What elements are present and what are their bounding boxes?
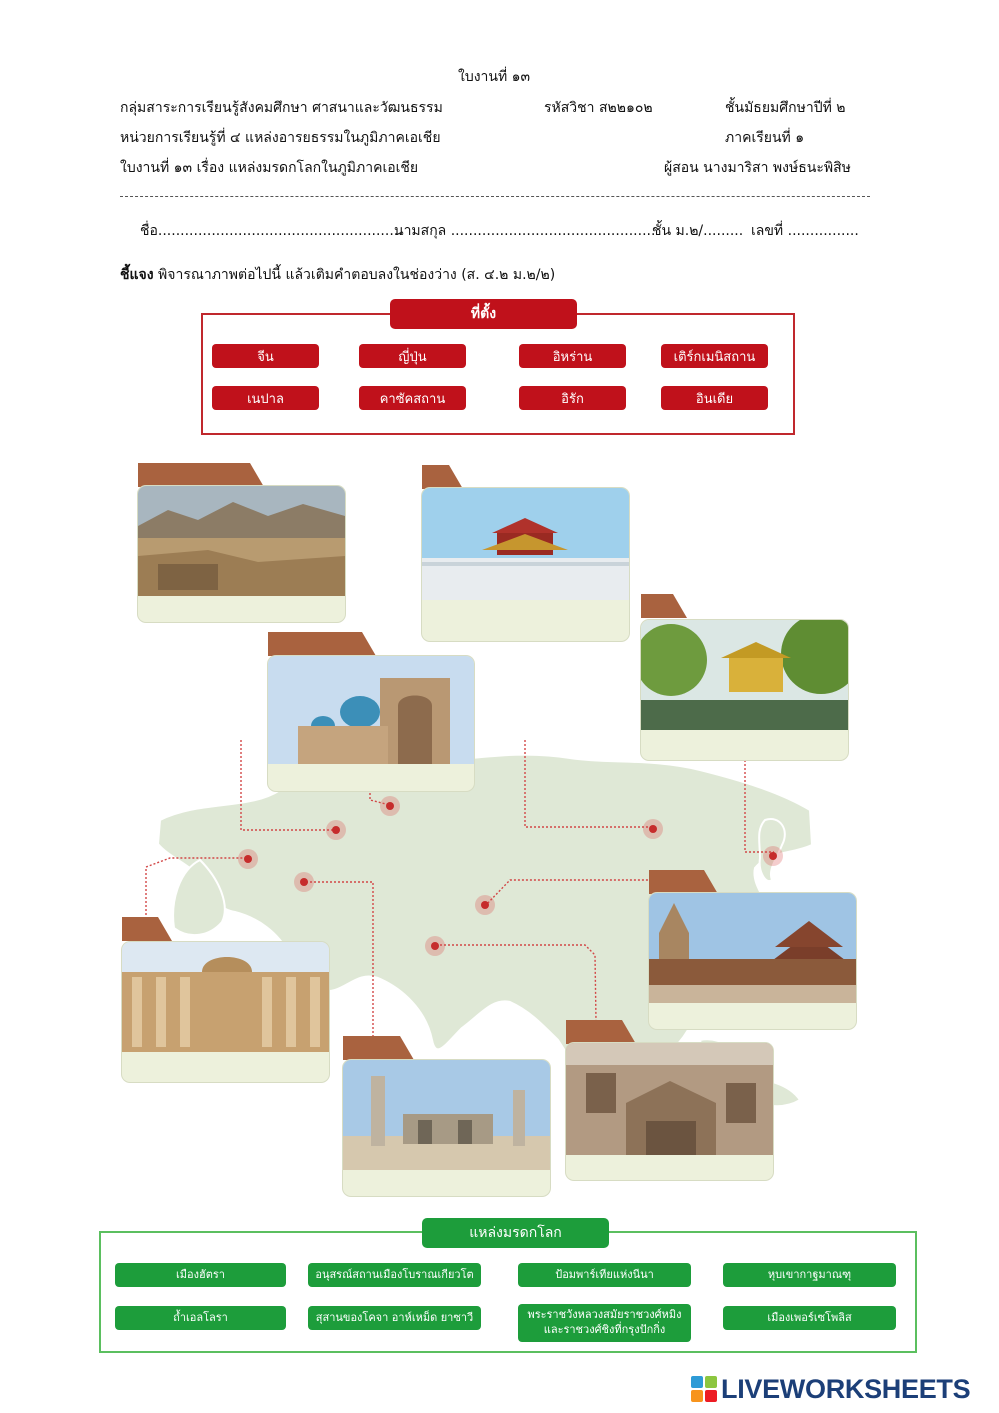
- heritage-title: แหล่งมรดกโลก: [422, 1218, 609, 1248]
- heritage-chip-persepolis[interactable]: เมืองเพอร์เซโพลิส: [723, 1306, 896, 1330]
- kathmandu-temples-image: [649, 893, 856, 1003]
- logo-mark-icon: [691, 1376, 717, 1402]
- instruction-text: พิจารณาภาพต่อไปนี้ แล้วเติมคำตอบลงในช่องว่าง (ส. ๔.๒ ม.๒/๒): [153, 267, 556, 283]
- location-chip-turkmenistan[interactable]: เติร์กเมนิสถาน: [661, 344, 768, 368]
- location-chip-kazakhstan[interactable]: คาซัคสถาน: [359, 386, 466, 410]
- map-pin[interactable]: [763, 846, 783, 866]
- heritage-box: [99, 1231, 917, 1353]
- semester: ภาคเรียนที่ ๑: [725, 130, 805, 146]
- map-pin[interactable]: [475, 895, 495, 915]
- photo-tab: [343, 1036, 400, 1060]
- heritage-chip-kathmandu[interactable]: หุบเขากาฐมาณฑุ: [723, 1263, 896, 1287]
- instruction: [120, 264, 555, 286]
- teacher-name: ผู้สอน นางมาริสา พงษ์ธนะพิสิษ: [664, 160, 851, 176]
- photo-tab: [138, 463, 250, 487]
- instruction-label: ชี้แจง: [120, 267, 154, 283]
- student-name-field[interactable]: ชื่อ.......................................................: [140, 223, 403, 239]
- hatra-columns-image: [122, 942, 329, 1052]
- golden-pavilion-image: [641, 620, 848, 730]
- location-chip-japan[interactable]: ญี่ปุ่น: [359, 344, 466, 368]
- persepolis-ruins-image: [343, 1060, 550, 1170]
- location-chip-iran[interactable]: อิหร่าน: [519, 344, 626, 368]
- heritage-chip-ellora[interactable]: ถ้ำเอลโลรา: [115, 1306, 286, 1330]
- photo-tab: [122, 917, 158, 941]
- photo-tab: [268, 632, 362, 656]
- locations-box: [201, 313, 795, 435]
- photo-card-golden-pavilion[interactable]: [641, 620, 848, 760]
- locations-title: ที่ตั้ง: [390, 299, 577, 329]
- liveworksheets-logo: [691, 1373, 971, 1404]
- photo-card-mausoleum[interactable]: [268, 656, 474, 791]
- worksheet-topic: ใบงานที่ ๑๓ เรื่อง แหล่งมรดกโลกในภูมิภาคเอเชีย: [120, 160, 419, 176]
- photo-card-kathmandu[interactable]: [649, 893, 856, 1029]
- heritage-chip-kyoto[interactable]: อนุสรณ์สถานเมืองโบราณเกียวโต: [308, 1263, 481, 1287]
- heritage-chip-hatra[interactable]: เมืองฮัตรา: [115, 1263, 286, 1287]
- map-pin[interactable]: [238, 849, 258, 869]
- worksheet-title: ใบงานที่ ๑๓: [458, 69, 531, 85]
- subject-group: กลุ่มสาระการเรียนรู้สังคมศึกษา ศาสนาและวัฒนธรรม: [120, 100, 443, 116]
- course-code: รหัสวิชา ส๒๒๑๐๒: [544, 100, 653, 116]
- student-number-field[interactable]: เลขที่ ................: [751, 223, 859, 239]
- photo-card-forbidden-city[interactable]: [422, 488, 629, 641]
- map-pin[interactable]: [326, 820, 346, 840]
- location-chip-nepal[interactable]: เนปาล: [212, 386, 319, 410]
- photo-tab: [566, 1020, 622, 1044]
- heritage-chip-beijing-palace[interactable]: พระราชวังหลวงสมัยราชวงศ์หมิงและราชวงศ์ชิงที่กรุงปักกิ่ง: [518, 1304, 691, 1342]
- photo-tab: [422, 465, 449, 489]
- map-pin[interactable]: [380, 796, 400, 816]
- heritage-chip-nisa[interactable]: ป้อมพาร์เทียแห่งนีนา: [518, 1263, 691, 1287]
- location-chip-india[interactable]: อินเดีย: [661, 386, 768, 410]
- ellora-caves-image: [566, 1043, 773, 1155]
- location-chip-china[interactable]: จีน: [212, 344, 319, 368]
- mausoleum-image: [268, 656, 474, 764]
- map-pin[interactable]: [643, 819, 663, 839]
- photo-card-hatra[interactable]: [122, 942, 329, 1082]
- photo-tab: [641, 594, 673, 618]
- location-chip-iraq[interactable]: อิรัก: [519, 386, 626, 410]
- heritage-chip-yasawi[interactable]: สุสานของโคจา อาห์เหม็ด ยาซาวี: [308, 1306, 481, 1330]
- map-pin[interactable]: [425, 936, 445, 956]
- photo-card-ellora[interactable]: [566, 1043, 773, 1180]
- student-surname-field[interactable]: นามสกุล ..............................................: [394, 223, 656, 239]
- map-pin[interactable]: [294, 872, 314, 892]
- grade-level: ชั้นมัธยมศึกษาปีที่ ๒: [725, 100, 846, 116]
- desert-ruins-image: [138, 486, 345, 596]
- class-field[interactable]: ชั้น ม.๒/.........: [652, 223, 744, 239]
- header-divider: [120, 196, 870, 197]
- unit-title: หน่วยการเรียนรู้ที่ ๔ แหล่งอารยธรรมในภูมิภาคเอเชีย: [120, 130, 441, 146]
- photo-tab: [649, 870, 704, 894]
- photo-card-desert-ruins[interactable]: [138, 486, 345, 622]
- photo-card-persepolis[interactable]: [343, 1060, 550, 1196]
- logo-text: LIVEWORKSHEETS: [721, 1373, 971, 1404]
- forbidden-city-image: [422, 488, 629, 600]
